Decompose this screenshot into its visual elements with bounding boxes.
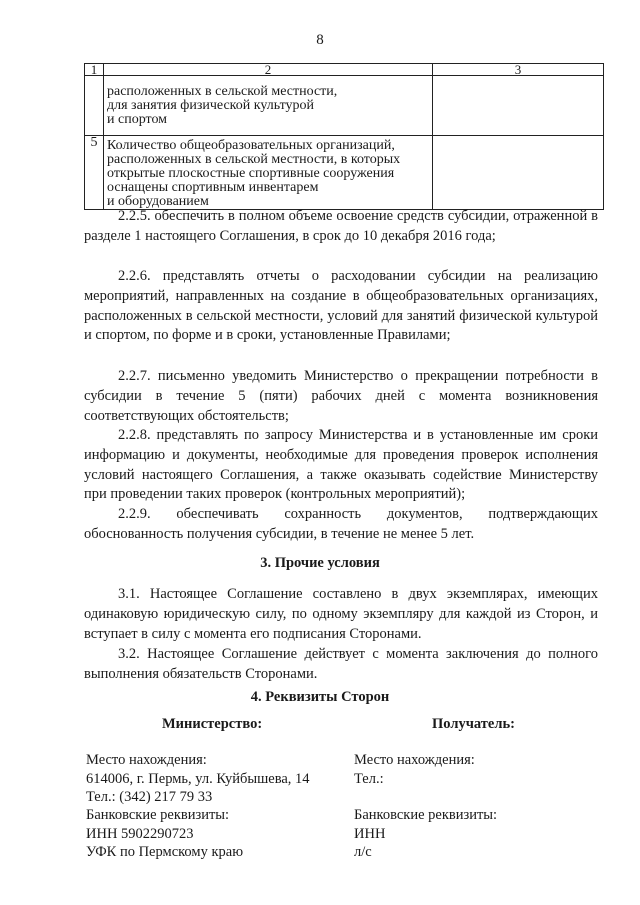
row-number: 5 [85,136,104,210]
clause-2-2-7: 2.2.7. письменно уведомить Министерство о прекращении потребности в субсидии в течение 5 (пяти) рабочих дней с момента возникновения соответствующих обстоятельств; [84,368,598,424]
row-description-line: для занятия физической культурой [107,98,315,113]
ministry-inn: ИНН 5902290723 [86,826,194,842]
clause-2-2-5: 2.2.5. обеспечить в полном объеме освоение средств субсидии, отраженной в разделе 1 настоящего Соглашения, в срок до 10 декабря 2016 года; [84,208,598,244]
clause-3-1: 3.1. Настоящее Соглашение составлено в двух экземплярах, имеющих одинаковую юридическую силу, по одному экземпляру для каждой из Сторон, и вступает в силу с момента его подписания Сторонами. [84,586,598,642]
ministry-bank-label: Банковские реквизиты: [86,807,230,823]
row-description-line: открытые плоскостные спортивные сооружения [107,166,395,181]
table-header-cell: 3 [433,64,604,76]
table-row [85,136,604,210]
page-number: 8 [316,32,324,48]
row-value [433,76,604,136]
recipient-address-label: Место нахождения: [354,752,475,768]
row-description-line: и спортом [107,112,168,127]
recipient-heading: Получатель: [432,716,515,732]
row-description [104,76,433,136]
table-row [85,76,604,136]
table-header-cell: 2 [104,64,433,76]
clause-2-2-6: 2.2.6. представлять отчеты о расходовании субсидии на реализацию мероприятий, направленных на создание в общеобразовательных организациях, расположенных в сельской местности, условий для занятий физической культурой и спортом, по форме и в сроки, установленные Правилами; [84,268,598,344]
recipient-inn: ИНН [354,826,386,842]
ministry-ufk: УФК по Пермскому краю [86,844,244,860]
recipient-account: л/с [354,844,372,860]
clause-3-2: 3.2. Настоящее Соглашение действует с момента заключения до полного выполнения обязательств Сторонами. [84,646,598,682]
row-description-line: расположенных в сельской местности, [107,84,338,99]
row-description-line: оснащены спортивным инвентарем [107,180,319,195]
section-4-title: 4. Реквизиты Сторон [250,689,390,705]
recipient-bank-label: Банковские реквизиты: [354,807,498,823]
ministry-heading: Министерство: [162,716,263,732]
table-header-cell: 1 [85,64,104,76]
clause-2-2-8: 2.2.8. представлять по запросу Министерства и в установленные им сроки информацию и документы, необходимые для проведения проверок исполнения условий настоящего Соглашения, а также оказывать содействие Министерству при проведении таких проверок (контрольных мероприятий); [84,427,598,503]
section-3-title: 3. Прочие условия [260,555,380,571]
row-description-line: Количество общеобразовательных организаций, [107,138,395,153]
table-header-row [85,64,604,76]
row-description-line: расположенных в сельской местности, в которых [107,152,401,167]
ministry-address-label: Место нахождения: [86,752,207,768]
ministry-phone: Тел.: (342) 217 79 33 [86,789,213,805]
row-number [85,76,104,136]
row-description [104,136,433,210]
indicators-table [84,63,604,210]
row-value [433,136,604,210]
row-description-line: и оборудованием [107,194,209,209]
recipient-phone: Тел.: [354,771,384,787]
ministry-address: 614006, г. Пермь, ул. Куйбышева, 14 [86,771,310,787]
clause-2-2-9: 2.2.9. обеспечивать сохранность документов, подтверждающих обоснованность получения субсидии, в течение не менее 5 лет. [84,506,598,542]
